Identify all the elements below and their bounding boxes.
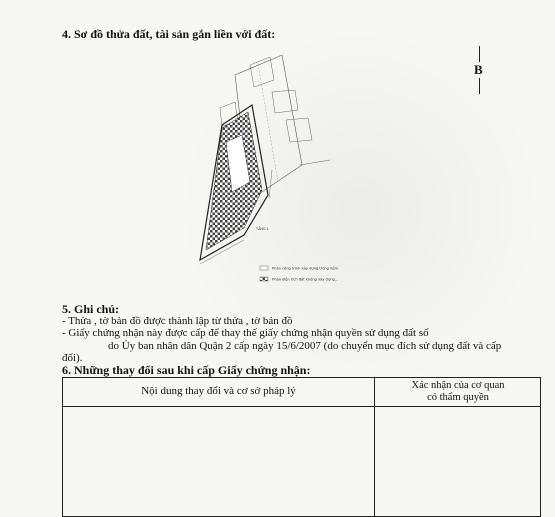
legend-swatch-plain [260, 266, 268, 270]
plot-dimension-line [269, 170, 272, 198]
road-centerline [258, 64, 278, 182]
north-label: B [474, 62, 483, 77]
north-compass [474, 46, 486, 96]
note-line-1: - Thửa , tờ bản đồ được thành lập từ thửa , tờ bản đồ [62, 315, 293, 327]
section-5-title: 5. Ghi chú: [62, 302, 120, 316]
header-authority-confirmation [375, 380, 541, 404]
neighbor-parcel [250, 57, 274, 87]
legend-text-1: Phần công trình xây dựng trong hẻm [272, 266, 339, 271]
neighbor-parcel [286, 118, 312, 142]
header-authority-line-1: Xác nhận của cơ quan [411, 380, 505, 391]
section-6-title: 6. Những thay đổi sau khi cấp Giấy chứng nhận: [62, 363, 311, 377]
changes-table [62, 377, 541, 517]
legend-text-2: Phần diện tích đất không xây dựng... [272, 277, 339, 282]
floor-label: TẦNG 1 [256, 227, 269, 231]
note-line-3: do Ủy ban nhân dân Quận 2 cấp ngày 15/6/2007 (do chuyển mục đích sử dụng đất và cấp [108, 340, 502, 352]
land-plot-diagram [160, 50, 390, 290]
section-4-title: 4. Sơ đồ thửa đất, tài sản gắn liền với đất: [62, 27, 276, 41]
legend-swatch-hatched [260, 277, 268, 281]
note-line-4: đổi). [62, 352, 83, 364]
parcel-edge [300, 160, 330, 165]
neighbor-parcel [272, 90, 298, 113]
header-content-changes: Nội dung thay đổi và cơ sở pháp lý [141, 385, 296, 397]
header-authority-line-2: có thẩm quyền [427, 392, 489, 403]
note-line-2: - Giấy chứng nhận này được cấp để thay thế giấy chứng nhận quyền sử dụng đất số [62, 327, 429, 339]
